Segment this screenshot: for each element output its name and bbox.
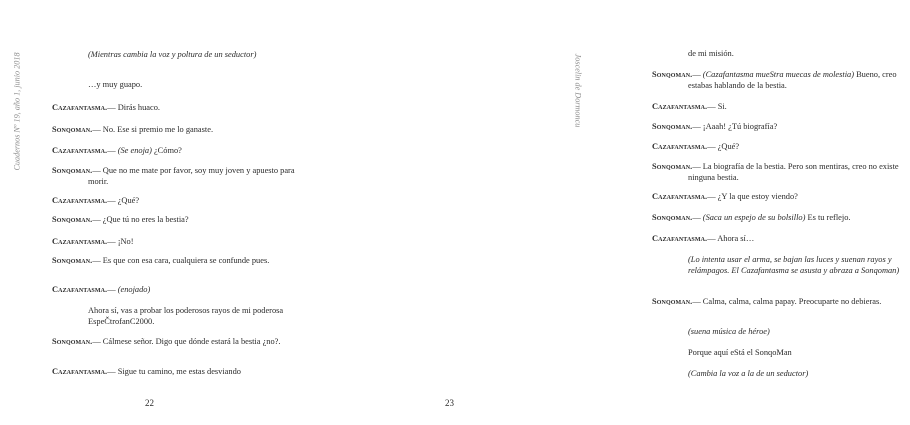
running-head-right: Joscelin de Dormoncu bbox=[573, 53, 583, 128]
line-text: Si. bbox=[717, 102, 727, 111]
dialogue-line bbox=[652, 212, 910, 223]
dialogue-line bbox=[52, 284, 310, 295]
speaker-name: Cazafantasma. bbox=[52, 103, 108, 112]
dash: — bbox=[92, 215, 101, 224]
right-page bbox=[300, 0, 900, 425]
line-text: ¿Qué? bbox=[117, 196, 140, 205]
line-text: ¿Qué? bbox=[717, 142, 740, 151]
dash: — bbox=[707, 192, 716, 201]
dialogue-line bbox=[52, 124, 310, 135]
dash: — bbox=[92, 166, 101, 175]
speaker-name: Sonqoman. bbox=[52, 215, 93, 224]
line-text: La biografía de la bestia. Pero son mentiras, creo no existe ninguna bestia. bbox=[688, 162, 899, 182]
dialogue-line bbox=[52, 102, 310, 113]
speaker-name: Sonqoman. bbox=[652, 162, 693, 171]
speaker-name: Cazafantasma. bbox=[652, 142, 708, 151]
dash: — bbox=[107, 367, 116, 376]
dash: — bbox=[707, 234, 716, 243]
stage-direction: (Mientras cambia la voz y poltura de un seductor) bbox=[88, 50, 257, 59]
speaker-name: Cazafantasma. bbox=[652, 192, 708, 201]
line-text: Ahora sí… bbox=[717, 234, 755, 243]
dialogue-line: …y muy guapo. bbox=[88, 80, 143, 89]
line-text: Calma, calma, calma papay. Preocuparte no debieras. bbox=[702, 297, 882, 306]
running-head-left: Cuadernos Nº 19, año 1, junio 2018 bbox=[12, 52, 22, 171]
dash: — bbox=[692, 213, 701, 222]
dialogue-line bbox=[652, 69, 910, 91]
dialogue-line bbox=[652, 121, 910, 132]
speaker-name: Sonqoman. bbox=[52, 125, 93, 134]
dash: — bbox=[107, 237, 116, 246]
dialogue-line bbox=[652, 191, 910, 202]
dialogue-line bbox=[52, 195, 310, 206]
speaker-name: Sonqoman. bbox=[652, 122, 693, 131]
dash: — bbox=[692, 70, 701, 79]
dash: — bbox=[692, 122, 701, 131]
dialogue-line bbox=[652, 101, 910, 112]
line-text: Es que con esa cara, cualquiera se confunde pues. bbox=[102, 256, 270, 265]
line-text: Bueno, creo estabas hablando de la bestia. bbox=[688, 70, 897, 90]
line-text: ¿Que tú no eres la bestia? bbox=[102, 215, 189, 224]
line-text: ¿Y la que estoy viendo? bbox=[717, 192, 798, 201]
dash: — bbox=[107, 285, 116, 294]
line-text: ¡Aaah! ¿Tú biografía? bbox=[702, 122, 778, 131]
left-page bbox=[0, 0, 300, 425]
line-text: Es tu reflejo. bbox=[807, 213, 851, 222]
dash: — bbox=[107, 146, 116, 155]
speaker-name: Cazafantasma. bbox=[52, 237, 108, 246]
stage-direction: (suena música de héroe) bbox=[688, 327, 770, 336]
dialogue-line bbox=[52, 165, 310, 187]
speaker-name: Cazafantasma. bbox=[52, 285, 108, 294]
line-text: Que no me mate por favor, soy muy joven y apuesto para morir. bbox=[88, 166, 295, 186]
dash: — bbox=[92, 337, 101, 346]
dash: — bbox=[707, 102, 716, 111]
stage-direction: (Se enoja) bbox=[117, 146, 152, 155]
dash: — bbox=[107, 103, 116, 112]
speaker-name: Cazafantasma. bbox=[652, 234, 708, 243]
speaker-name: Cazafantasma. bbox=[652, 102, 708, 111]
dialogue-line: de mi misión. bbox=[688, 49, 734, 58]
dialogue-line: Porque aquí eStá el SonqoMan bbox=[688, 348, 792, 357]
line-text: ¡No! bbox=[117, 237, 134, 246]
line-text: No. Ese si premio me lo ganaste. bbox=[102, 125, 214, 134]
page-number: 22 bbox=[145, 398, 154, 408]
dialogue-line bbox=[652, 161, 910, 183]
stage-direction: (enojado) bbox=[117, 285, 151, 294]
line-text: ¿Cómo? bbox=[153, 146, 182, 155]
line-text: Sigue tu camino, me estas desviando bbox=[117, 367, 241, 376]
speaker-name: Sonqoman. bbox=[652, 213, 693, 222]
line-text: Dirás huaco. bbox=[117, 103, 161, 112]
speaker-name: Sonqoman. bbox=[52, 166, 93, 175]
speaker-name: Cazafantasma. bbox=[52, 196, 108, 205]
dialogue-line bbox=[52, 236, 310, 247]
speaker-name: Sonqoman. bbox=[52, 256, 93, 265]
dialogue-line bbox=[52, 145, 310, 156]
dialogue-line bbox=[652, 233, 910, 244]
dash: — bbox=[692, 162, 701, 171]
dialogue-line bbox=[652, 141, 910, 152]
speaker-name: Sonqoman. bbox=[52, 337, 93, 346]
dash: — bbox=[107, 196, 116, 205]
stage-direction: (Lo intenta usar el arma, se bajan las luces y suenan rayos y relámpagos. El Cazafantasma se asusta y abraza a Sonqoman) bbox=[688, 255, 900, 275]
dialogue-line bbox=[52, 336, 310, 347]
dash: — bbox=[92, 256, 101, 265]
page-number: 23 bbox=[445, 398, 454, 408]
speaker-name: Cazafantasma. bbox=[52, 146, 108, 155]
dash: — bbox=[92, 125, 101, 134]
dash: — bbox=[692, 297, 701, 306]
dialogue-line bbox=[652, 296, 910, 307]
dialogue-line: Ahora sí, vas a probar los poderosos rayos de mi poderosa EspeČtrofanC2000. bbox=[88, 306, 284, 326]
dialogue-line bbox=[52, 255, 310, 266]
stage-direction: (Cambia la voz a la de un seductor) bbox=[688, 369, 809, 378]
dialogue-line bbox=[52, 214, 310, 225]
speaker-name: Sonqoman. bbox=[652, 70, 693, 79]
dialogue-line bbox=[52, 366, 310, 377]
dash: — bbox=[707, 142, 716, 151]
speaker-name: Sonqoman. bbox=[652, 297, 693, 306]
stage-direction: (Cazafantasma mueStra muecas de molestia) bbox=[702, 70, 854, 79]
speaker-name: Cazafantasma. bbox=[52, 367, 108, 376]
stage-direction: (Saca un espejo de su bolsillo) bbox=[702, 213, 806, 222]
line-text: Cálmese señor. Digo que dónde estará la bestia ¿no?. bbox=[102, 337, 281, 346]
